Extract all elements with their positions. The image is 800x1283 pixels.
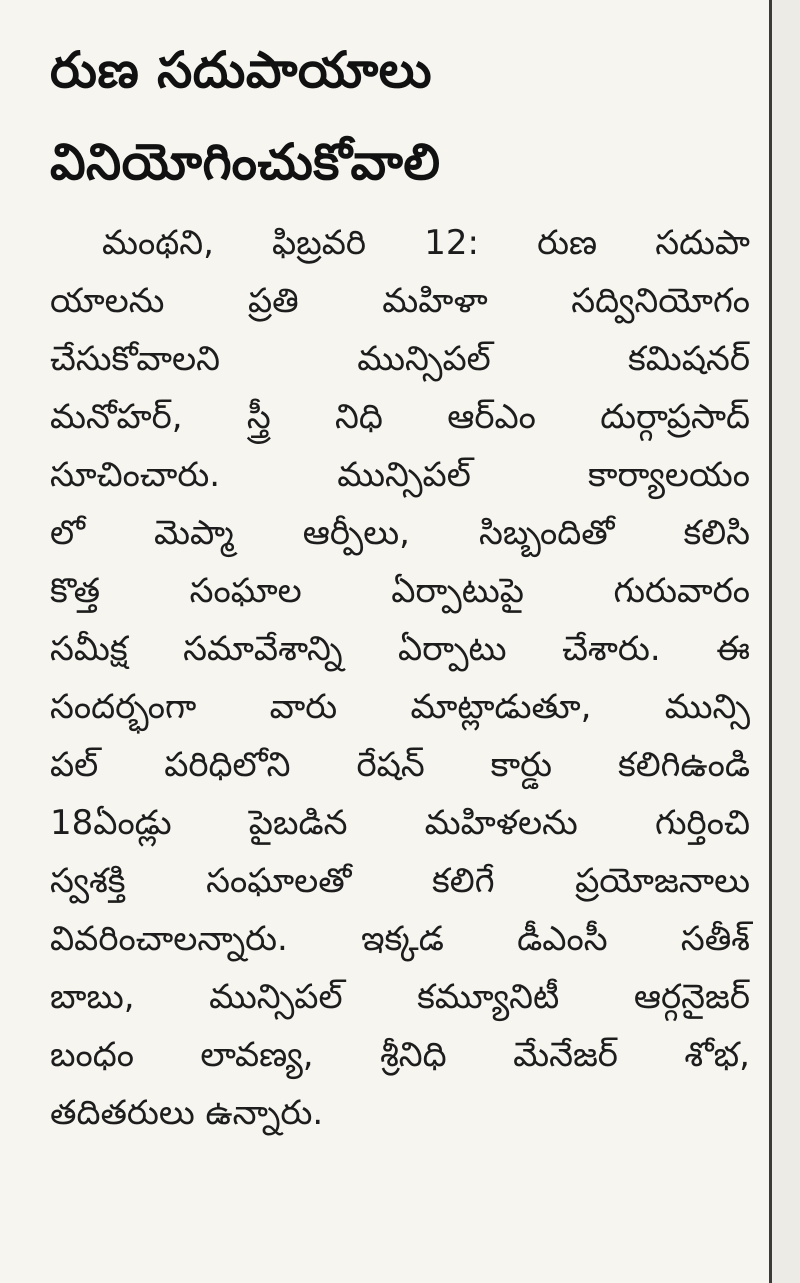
body-line: కొత్త సంఘాల ఏర్పాటుపై గురువారం bbox=[50, 571, 750, 611]
body-line: పల్ పరిధిలోని రేషన్ కార్డు కలిగిఉండి bbox=[50, 745, 750, 785]
body-line: బంధం లావణ్య, శ్రీనిధి మేనేజర్ శోభ, bbox=[50, 1035, 750, 1075]
body-line: వివరించాలన్నారు. ఇక్కడ డీఎంసీ సతీశ్ bbox=[50, 919, 750, 959]
body-line: మనోహర్, స్త్రీ నిధి ఆర్‌ఎం దుర్గాప్రసాద్ bbox=[50, 397, 750, 437]
body-line: స్వశక్తి సంఘాలతో కలిగే ప్రయోజనాలు bbox=[50, 861, 750, 901]
headline bbox=[50, 24, 750, 208]
body-line: చేసుకోవాలని మున్సిపల్ కమిషనర్ bbox=[50, 339, 750, 379]
body-line: మంథని, ఫిబ్రవరి 12: రుణ సదుపా bbox=[102, 223, 750, 263]
body-line: బాబు, మున్సిపల్ కమ్యూనిటీ ఆర్గనైజర్ bbox=[50, 977, 750, 1017]
body-line: యాలను ప్రతి మహిళా సద్వినియోగం bbox=[50, 281, 750, 321]
body-line: సమీక్ష సమావేశాన్ని ఏర్పాటు చేశారు. ఈ bbox=[50, 629, 750, 669]
body-line: సందర్భంగా వారు మాట్లాడుతూ, మున్సి bbox=[50, 687, 750, 727]
body-line: తదితరులు ఉన్నారు. bbox=[50, 1093, 324, 1133]
headline-line: వినియోగించుకోవాలి bbox=[50, 133, 441, 191]
body-line: లో మెప్మా ఆర్పీలు, సిబ్బందితో కలిసి bbox=[50, 513, 750, 553]
page-margin bbox=[772, 0, 800, 1283]
headline-line: రుణ సదుపాయాలు bbox=[50, 41, 433, 99]
body-line: 18ఏండ్లు పైబడిన మహిళలను గుర్తించి bbox=[50, 803, 750, 843]
article-body bbox=[50, 214, 750, 1142]
body-line: సూచించారు. మున్సిపల్ కార్యాలయం bbox=[50, 455, 750, 495]
